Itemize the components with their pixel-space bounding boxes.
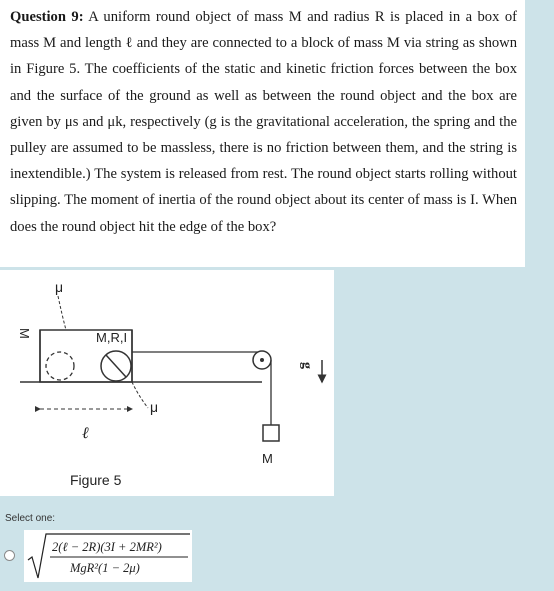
question-body: A uniform round object of mass M and radius R is placed in a box of mass M and length ℓ and they are connected to a block of mass M via string as shown in Figure 5. The coefficients of the static and kinetic friction forces between the box and the surface of the ground as well as between the round object and the box are given by μs and μk, respectively (g is the gravitational acceleration, the spring and the pulley are assumed to be massless, there is no friction between them, and the string is inextendible.) The system is released from rest. The round object starts rolling without slipping. The moment of inertia of the round object about its center of mass is I. When does the round object hit the edge of the box?: [10, 9, 518, 235]
mu-bottom-pointer: [132, 382, 148, 408]
figure-caption: Figure 5: [70, 472, 122, 488]
formula-numerator: 2(ℓ − 2R)(3I + 2MR²): [52, 540, 162, 554]
figure-diagram: [0, 270, 334, 496]
mu-top-pointer: [58, 296, 66, 330]
answer-option-1[interactable]: [0, 530, 554, 591]
label-ell: ℓ: [82, 425, 89, 442]
figure-5: [0, 270, 334, 496]
label-g: g: [299, 362, 314, 369]
question-label: Question 9:: [10, 9, 84, 25]
label-M-hanging: M: [262, 451, 273, 466]
label-mu-bottom: μ: [150, 399, 159, 415]
label-mu-top: μ: [55, 279, 64, 295]
question-card: [0, 0, 525, 267]
initial-position-circle: [46, 352, 74, 380]
formula-denominator: MgR²(1 − 2μ): [70, 561, 140, 575]
select-one-label: Select one:: [5, 513, 56, 524]
label-MRI: M,R,I: [96, 330, 128, 345]
hanging-block: [263, 425, 279, 441]
radio-button[interactable]: [4, 550, 15, 561]
question-text: [10, 4, 517, 240]
option-formula: [24, 530, 192, 582]
label-M-left: M: [17, 328, 32, 339]
